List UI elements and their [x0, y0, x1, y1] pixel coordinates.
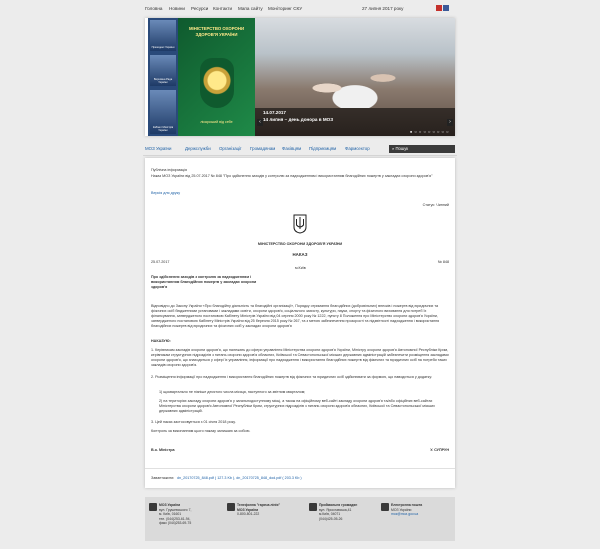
slider-photo[interactable]: [255, 18, 455, 136]
topnav-sitemap[interactable]: Мапа сайту: [238, 6, 263, 11]
ministry-logo[interactable]: [178, 18, 255, 136]
topnav-monitoring[interactable]: Моніторинг СКУ: [268, 6, 303, 11]
topnav-home[interactable]: Головна: [145, 6, 163, 11]
ministry-title: МІНІСТЕРСТВО ОХОРОНИ ЗДОРОВ'Я УКРАЇНИ: [257, 242, 343, 246]
top-nav: [143, 4, 457, 14]
logo-title: МІНІСТЕРСТВО ОХОРОНИ ЗДОРОВ'Я УКРАЇНИ: [188, 26, 245, 37]
banner-thumbs: [148, 18, 178, 136]
parliament-thumb[interactable]: Верховна Рада України: [150, 55, 176, 86]
footer-email: Електронна пошта МОЗ України moz@moz.gov.ua: [391, 503, 423, 517]
attachments-label: Завантажити:: [151, 476, 175, 480]
print-version-link[interactable]: Версія для друку: [151, 191, 181, 195]
divider: [145, 468, 455, 469]
nav-services[interactable]: Держслужби: [185, 146, 211, 151]
topnav-contacts[interactable]: Контакти: [213, 6, 233, 11]
building-icon: [149, 503, 157, 511]
paragraph-2-1: 1) щоквартально не пізніше десятого числа місяця, наступного за звітним кварталом;: [159, 390, 306, 394]
nav-moz[interactable]: МОЗ України: [145, 146, 172, 151]
info-text: Наказ МОЗ України від 25.07.2017 № 848 "Про здійснення заходів у контролю за надходженням і використанням благодійних пожертв у закладах охорони здоров'я": [151, 174, 433, 178]
main-nav: [143, 145, 457, 156]
caption-text[interactable]: 14 липня – день донора в МОЗ: [263, 117, 334, 122]
topnav-resources[interactable]: Ресурси: [191, 6, 209, 11]
order-label: НАКАЗУЮ:: [151, 339, 171, 343]
slider-next-icon[interactable]: ›: [447, 119, 453, 126]
signer-role: В.о. Міністра: [151, 448, 175, 452]
paragraph-4: Контроль за виконанням цього наказу залишаю за собою.: [151, 429, 251, 433]
cabinet-thumb[interactable]: Кабінет Міністрів України: [150, 90, 176, 134]
info-label: Публічна інформація: [151, 168, 187, 172]
status-text: Статус: Чинний: [422, 203, 449, 207]
reception-icon: [309, 503, 317, 511]
paragraph-2-2: 2) на територіях закладу охорони здоров'я у загальнодоступному місці, а також на офіційному веб-сайті закладу охорони здоров'я та/або офіційних веб-сайтах Міністерства охорони здоров'я Автономної Республіки Крим, структурних підрозділів з питань охорони здоров'я обласних, Київської та Севастопольської міських державних адміністрацій.: [159, 399, 435, 413]
paragraph-2: 2. Розміщення інформації про надходження і використання благодійних пожертв від фізичних та юридичних осіб здійснювати за формою, що наводиться у додатку:: [151, 375, 433, 379]
facebook-icon[interactable]: [443, 5, 449, 11]
page: [143, 0, 457, 549]
banner: [145, 18, 455, 136]
document-type: НАКАЗ: [292, 252, 308, 257]
youtube-icon[interactable]: [436, 5, 442, 11]
slider-prev-icon[interactable]: ‹: [257, 119, 263, 126]
document-content: [145, 158, 455, 488]
preamble: Відповідно до Закону України «Про благодійну діяльність та благодійні організації», Порядку отримання благодійних (добровільних) внесків і пожертв від юридичних та фізичних осіб бюджетними установами і закладами освіти, охорони здоров'я, соціального захисту, культури, науки, спорту та фізичного виховання для потреб їх фінансування, затвердженого постановою Кабінету Міністрів України від 04 серпня 2000 року № 1222, пункту 8 Положення про Міністерство охорони здоров'я України, затвердженого постановою Кабінету Міністрів України від 25 березня 2015 року № 267, та з метою забезпечення прозорості та підзвітності надходження і використання благодійних пожертв від юридичних та фізичних осіб у закладах охорони здоров'я: [151, 304, 440, 328]
current-date: 27 липня 2017 року: [362, 6, 404, 11]
attachments-links[interactable]: dn_20170725_848.pdf ( 127.3 Kb ), dn_20170725_848_dod.pdf ( 203.3 Kb ): [177, 476, 302, 480]
phone-icon: [227, 503, 235, 511]
paragraph-1: 1. Керівникам закладів охорони здоров'я, що належать до сфери управління Міністерства охорони здоров'я України, Міністру охорони здоров'я Автономної Республіки Крим, керівникам структурних підрозділів з питань охорони здоров'я обласних, Київської та Севастопольської міських державних адміністрацій забезпечити розміщення закладами охорони здоров'я, що знаходяться у сфері їх управління, інформації про надходження і використання благодійних пожертв від фізичних та юридичних осіб на потреби таких закладів охорони здоров'я.: [151, 348, 449, 367]
caption-date: 14.07.2017: [263, 110, 286, 115]
nav-specialists[interactable]: Фахівцям: [282, 146, 302, 151]
trident-icon: [293, 214, 307, 234]
document-city: м.Київ: [295, 266, 306, 270]
president-thumb[interactable]: Президент України: [150, 20, 176, 51]
nav-business[interactable]: Підприємцям: [309, 146, 337, 151]
paragraph-3: 3. Цей наказ застосовується з 01 січня 2018 року.: [151, 420, 236, 424]
topnav-news[interactable]: Новини: [169, 6, 185, 11]
logo-subtitle: лікарський вiд себе: [200, 120, 233, 124]
document-date: 25.07.2017: [151, 260, 170, 264]
donor-photo: [285, 58, 425, 108]
footer: [145, 497, 455, 541]
emblem-icon: [200, 58, 234, 108]
nav-organizations[interactable]: Організації: [219, 146, 242, 151]
footer-moz: МОЗ України вул. Грушевського 7, м. Київ, 01601 тел. (044)253-61-94, факс (044)253-69-75: [159, 503, 192, 526]
document-number: № 848: [437, 260, 449, 264]
nav-pharma[interactable]: Фармсектор: [345, 146, 370, 151]
footer-reception: Приймальня громадян вул. Ярославська,41 м.Київ, 04071 (044)425-05-26: [319, 503, 358, 521]
mail-icon: [381, 503, 389, 511]
search-box[interactable]: [389, 145, 455, 153]
document-subject: Про здійснення заходів з контролю за надходженням і використанням благодійних пожертв у закладах охорони здоров'я: [151, 275, 257, 289]
search-icon: ⌕: [392, 146, 396, 151]
nav-citizens[interactable]: Громадянам: [250, 146, 276, 151]
signer-name: У. СУПРУН: [430, 448, 449, 452]
search-label: Пошук: [395, 146, 409, 151]
footer-hotline: Телефонна "гаряча лінія" МОЗ України 0-800-801-222: [237, 503, 281, 517]
slider-dots[interactable]: ● ○ ○ ○ ○ ○ ○ ○ ○: [409, 129, 449, 134]
